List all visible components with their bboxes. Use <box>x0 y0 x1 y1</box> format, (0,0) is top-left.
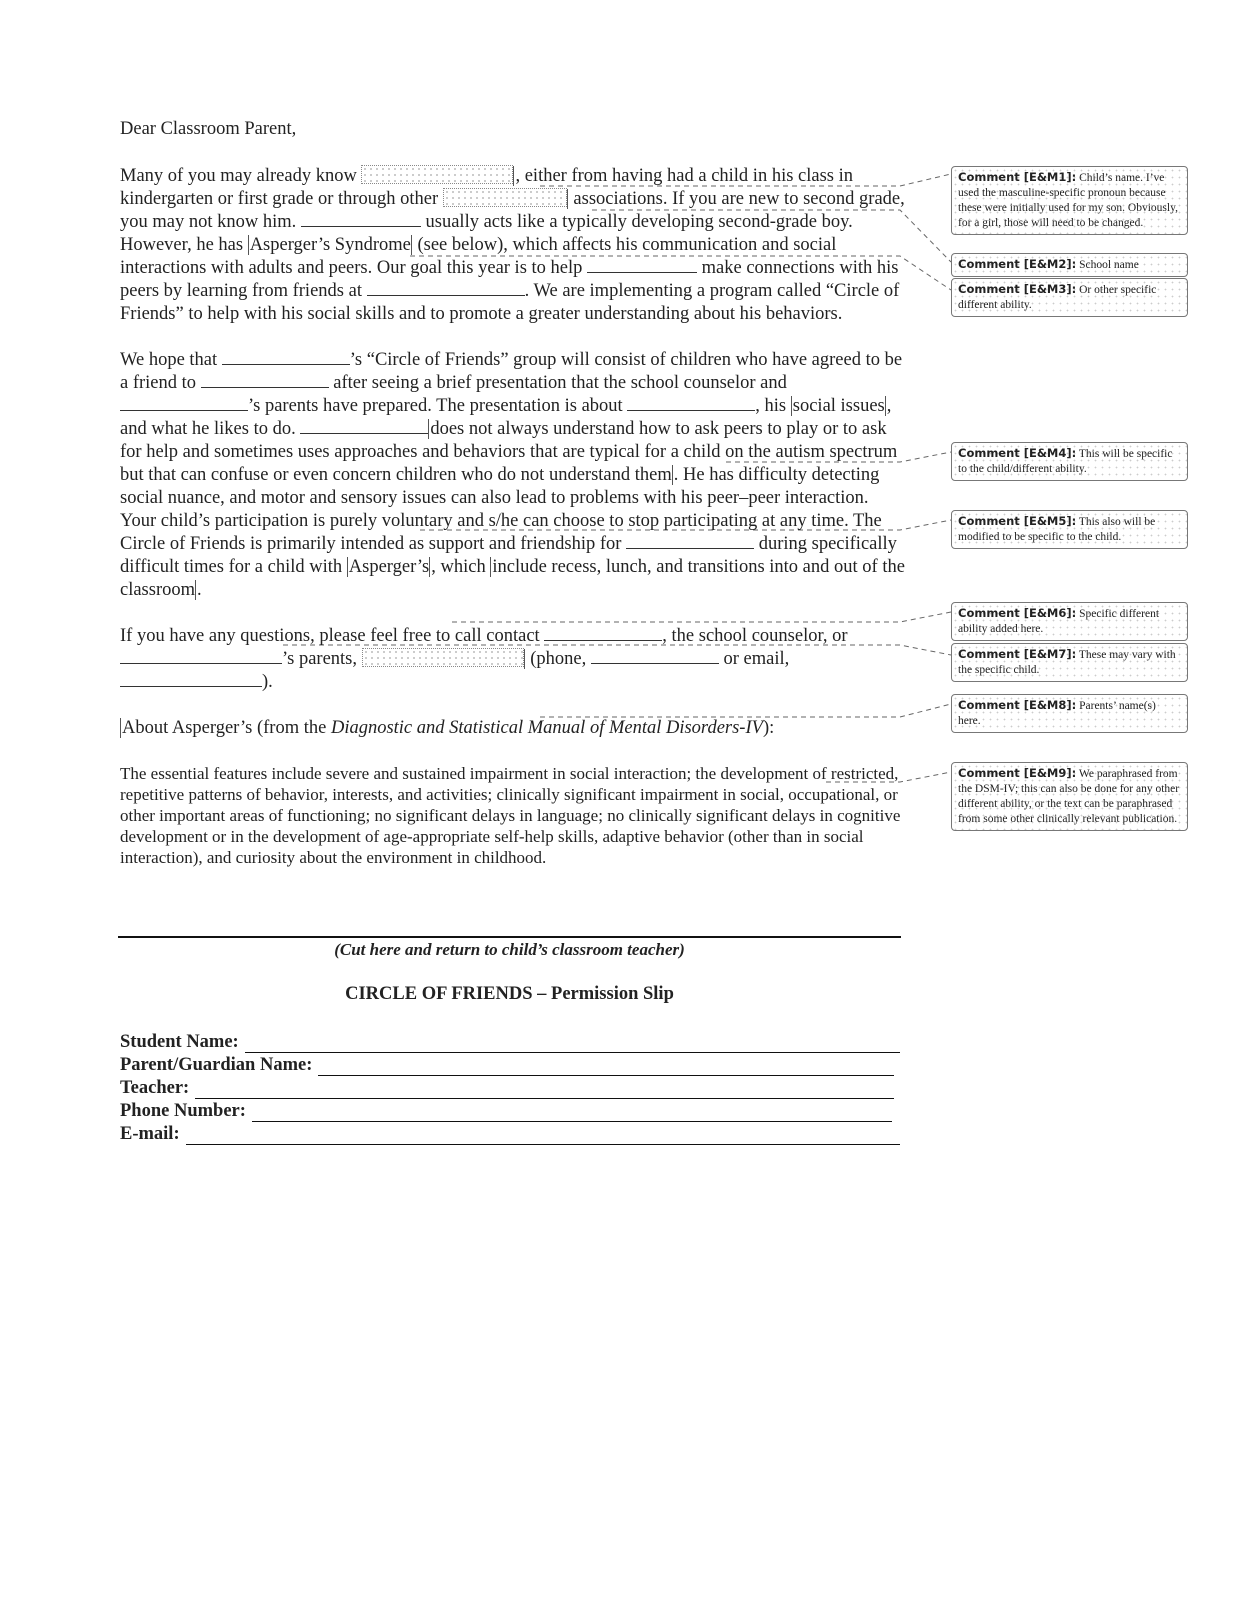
teacher-field[interactable] <box>195 1082 894 1099</box>
dsm-title: Diagnostic and Statistical Manual of Mental Disorders-IV <box>330 718 763 738</box>
email-field[interactable] <box>186 1128 900 1145</box>
child-name-blank[interactable] <box>120 648 282 664</box>
permission-slip-title: CIRCLE OF FRIENDS – Permission Slip <box>345 984 674 1004</box>
comment-em7[interactable]: Comment [E&M7]: These may vary with the specific child. <box>951 643 1188 682</box>
form-row-student-name: Student Name: <box>120 1030 900 1053</box>
paragraph-intro: Many of you may already know , either from having had a child in his class in kindergarten or first grade or through other associations. If you are new to second grade, you may not know him. usually acts like a typically developing second-grade boy. However, he has Asperger’s Syndrome (see below), which affects his communication and social interactions with adults and peers. Our goal this year is to help make connections with his peers by learning from friends at . We are implementing a program called “Circle of Friends” to help with his social skills and to promote a greater understanding about his behaviors. <box>120 166 905 324</box>
child-name-placeholder[interactable] <box>361 165 513 184</box>
form-row-email: E-mail: <box>120 1122 900 1145</box>
paragraph-circle-of-friends: We hope that ’s “Circle of Friends” group will consist of children who have agreed to be a friend to after seeing a brief presentation that the school counselor and ’s parents have prepared. The presentation is about , his social issues , and what he likes to do. does not always understand how to ask peers to play or to ask for help and sometimes uses approaches and behaviors that are typical for a child on the autism spectrum but that can confuse or even concern children who do not understand them . He has difficulty detecting social nuance, and motor and sensory issues can also lead to problems with his peer–peer interaction. Your child’s participation is purely voluntary and s/he can choose to stop participating at any time. The Circle of Friends is primarily intended as support and friendship for during specifically difficult times for a child with Asperger’s , which include recess, lunch, and transitions into and out of the classroom . <box>120 350 905 600</box>
phone-blank[interactable] <box>591 648 719 664</box>
comment-em2[interactable]: Comment [E&M2]: School name <box>951 253 1188 277</box>
comment-em9[interactable]: Comment [E&M9]: We paraphrased from the DSM-IV; this can also be done for any other different ability, or the text can be paraphrased from some other clinically relevant publication. <box>951 762 1188 831</box>
comment-em5[interactable]: Comment [E&M5]: This also will be modified to be specific to the child. <box>951 510 1188 549</box>
difficult-times-text: include recess, lunch, and transitions into and out of the classroom <box>120 557 905 600</box>
child-name-blank[interactable] <box>300 418 428 434</box>
form-row-phone: Phone Number: <box>120 1099 900 1122</box>
child-name-blank[interactable] <box>587 257 697 273</box>
child-name-blank[interactable] <box>201 372 329 388</box>
permission-slip-form <box>120 1030 900 1145</box>
comment-em6[interactable]: Comment [E&M6]: Specific different ability added here. <box>951 602 1188 641</box>
child-name-blank[interactable] <box>627 395 755 411</box>
parent-guardian-name-field[interactable] <box>318 1059 894 1076</box>
email-blank[interactable] <box>120 671 262 687</box>
comment-em8[interactable]: Comment [E&M8]: Parents’ name(s) here. <box>951 694 1188 733</box>
comment-em4[interactable]: Comment [E&M4]: This will be specific to the child/different ability. <box>951 442 1188 481</box>
paragraph-contact: If you have any questions, please feel free to call contact , the school counselor, or ’s parents, (phone, or email, ). <box>120 626 848 692</box>
comment-em3[interactable]: Comment [E&M3]: Or other specific different ability. <box>951 278 1188 317</box>
cut-line <box>118 936 901 938</box>
letter-body <box>120 118 905 891</box>
about-aspergers-heading: About Asperger’s (from the Diagnostic and Statistical Manual of Mental Disorders-IV): <box>122 718 775 738</box>
aspergers-text: Asperger’s <box>348 557 430 577</box>
child-name-blank[interactable] <box>301 211 421 227</box>
child-name-blank[interactable] <box>626 533 754 549</box>
school-name-blank[interactable] <box>367 280 525 296</box>
form-row-teacher: Teacher: <box>120 1076 900 1099</box>
counselor-name-blank[interactable] <box>544 625 662 641</box>
asperger-syndrome-text: Asperger’s Syndrome <box>249 235 411 255</box>
salutation: Dear Classroom Parent, <box>120 119 297 139</box>
dsm-description: The essential features include severe and sustained impairment in social interaction; the development of restricted, repetitive patterns of behavior, interests, and activities; clinically significant impairment in social, occupational, or other important areas of functioning; no significant delays in language; no clinically significant delays in cognitive development or in the development of age-appropriate self-help skills, adaptive behavior (other than in social interaction), and curiosity about the environment in childhood. <box>120 764 901 867</box>
cut-instruction: (Cut here and return to child’s classroom teacher) <box>334 940 685 959</box>
child-name-blank[interactable] <box>120 395 248 411</box>
student-name-field[interactable] <box>245 1036 900 1053</box>
parents-name-placeholder[interactable] <box>362 648 524 667</box>
phone-number-field[interactable] <box>252 1105 892 1122</box>
social-issues-text: social issues <box>792 396 885 416</box>
form-row-parent-name: Parent/Guardian Name: <box>120 1053 900 1076</box>
school-name-placeholder[interactable] <box>443 188 567 207</box>
comment-em1[interactable]: Comment [E&M1]: Child’s name. I’ve used the masculine-specific pronoun because these were initially used for my son. Obviously, for a girl, those will need to be changed. <box>951 166 1188 235</box>
child-name-blank[interactable] <box>222 349 350 365</box>
